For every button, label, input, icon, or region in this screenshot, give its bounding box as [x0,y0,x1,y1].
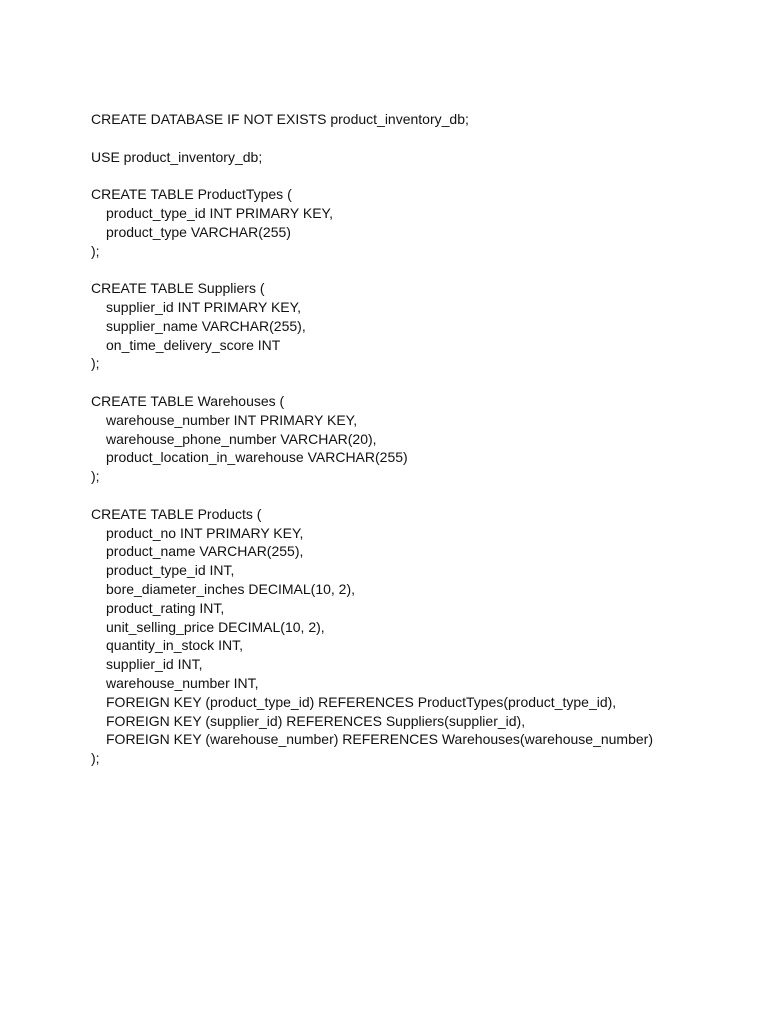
sql-code-block [91,110,751,768]
blank-line [91,486,751,505]
code-line: product_type_id INT PRIMARY KEY, [106,204,333,221]
blank-line [91,166,751,185]
code-line: product_no INT PRIMARY KEY, [106,524,304,541]
code-line: supplier_name VARCHAR(255), [106,317,306,334]
code-line: ); [91,750,100,767]
code-line: product_location_in_warehouse VARCHAR(255) [106,449,408,466]
code-line: CREATE DATABASE IF NOT EXISTS product_inventory_db; [91,111,469,127]
code-line: quantity_in_stock INT, [106,637,243,654]
code-line: warehouse_number INT PRIMARY KEY, [106,411,358,428]
code-line: product_name VARCHAR(255), [106,543,304,560]
code-line: ); [91,468,100,485]
code-line: product_rating INT, [106,599,225,616]
code-line: FOREIGN KEY (warehouse_number) REFERENCES Warehouses(warehouse_number) [106,731,653,748]
code-line: CREATE TABLE Warehouses ( [91,392,285,409]
code-line: FOREIGN KEY (product_type_id) REFERENCES ProductTypes(product_type_id), [106,693,617,710]
code-line: supplier_id INT PRIMARY KEY, [106,298,302,315]
code-line: CREATE TABLE Suppliers ( [91,280,265,297]
blank-line [91,260,751,279]
code-line: ); [91,242,100,259]
code-line: FOREIGN KEY (supplier_id) REFERENCES Suppliers(supplier_id), [106,712,526,729]
code-line: CREATE TABLE ProductTypes ( [91,186,292,203]
code-line: bore_diameter_inches DECIMAL(10, 2), [106,580,356,597]
code-line: ); [91,355,100,372]
code-line: product_type VARCHAR(255) [106,223,291,240]
code-line: product_type_id INT, [106,562,235,579]
code-line: supplier_id INT, [106,656,203,673]
code-line: unit_selling_price DECIMAL(10, 2), [106,618,325,635]
code-line: warehouse_number INT, [106,674,259,691]
code-line: USE product_inventory_db; [91,148,263,165]
blank-line [91,373,751,392]
code-line: CREATE TABLE Products ( [91,505,262,522]
code-line: warehouse_phone_number VARCHAR(20), [106,430,377,447]
blank-line [91,129,751,148]
code-line: on_time_delivery_score INT [106,336,281,353]
